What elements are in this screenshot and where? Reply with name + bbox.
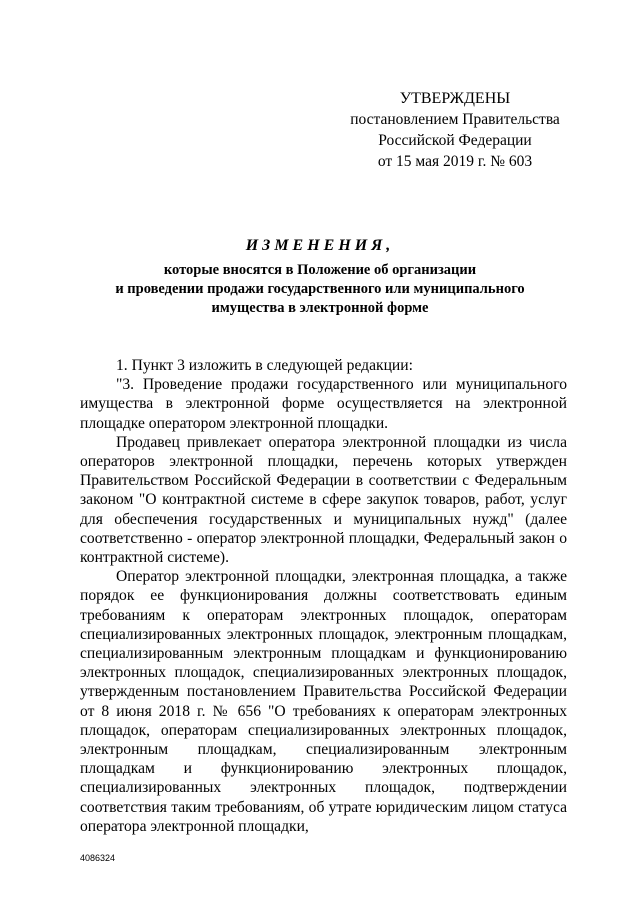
approval-heading: УТВЕРЖДЕНЫ	[399, 90, 511, 107]
paragraph: "3. Проведение продажи государственного или муниципального имущества в электронной форме осуществляется на электронной площадке оператором электронной площадки.	[80, 376, 567, 432]
document-body	[80, 356, 567, 836]
approval-line-1: постановлением Правительства	[350, 111, 560, 128]
title-subline-3: имущества в электронной форме	[211, 300, 429, 316]
approval-line-2: Российской Федерации	[378, 132, 532, 149]
approval-block	[340, 88, 570, 172]
document-title-block	[80, 236, 560, 318]
paragraph: 1. Пункт 3 изложить в следующей редакции:	[116, 357, 413, 374]
paragraph: Продавец привлекает оператора электронной площадки из числа операторов электронной площадки, перечень которых утвержден Правительством Российской Федерации в соответствии с Федеральным законом "О контрактной системе в сфере закупок товаров, работ, услуг для обеспечения государственных и муниципальных нужд" (далее соответственно - оператор электронной площадки, Федеральный закон о контрактной системе).	[80, 433, 567, 567]
paragraph: Оператор электронной площадки, электронная площадка, а также порядок ее функционирования должны соответствовать единым требованиям к операторам электронных площадок, операторам специализированных электронных площадок, электронным площадкам, специализированным электронным площадкам и функционированию электронных площадок, специализированных электронных площадок, утвержденным постановлением Правительства Российской Федерации от 8 июня 2018 г. № 656 "О требованиях к операторам электронных площадок, операторам специализированных электронных площадок, электронным площадкам, специализированным электронным площадкам и функционированию электронных площадок, специализированных электронных площадок, подтверждении соответствия таким требованиям, об утрате юридическим лицом статуса оператора электронной площадки,	[80, 568, 567, 835]
approval-line-3: от 15 мая 2019 г. № 603	[377, 153, 533, 170]
title-subline-2: и проведении продажи государственного или муниципального	[115, 281, 525, 297]
document-title: ИЗМЕНЕНИЯ,	[245, 237, 395, 254]
document-id: 4086324	[80, 853, 116, 863]
title-subline-1: которые вносятся в Положение об организации	[163, 262, 477, 278]
